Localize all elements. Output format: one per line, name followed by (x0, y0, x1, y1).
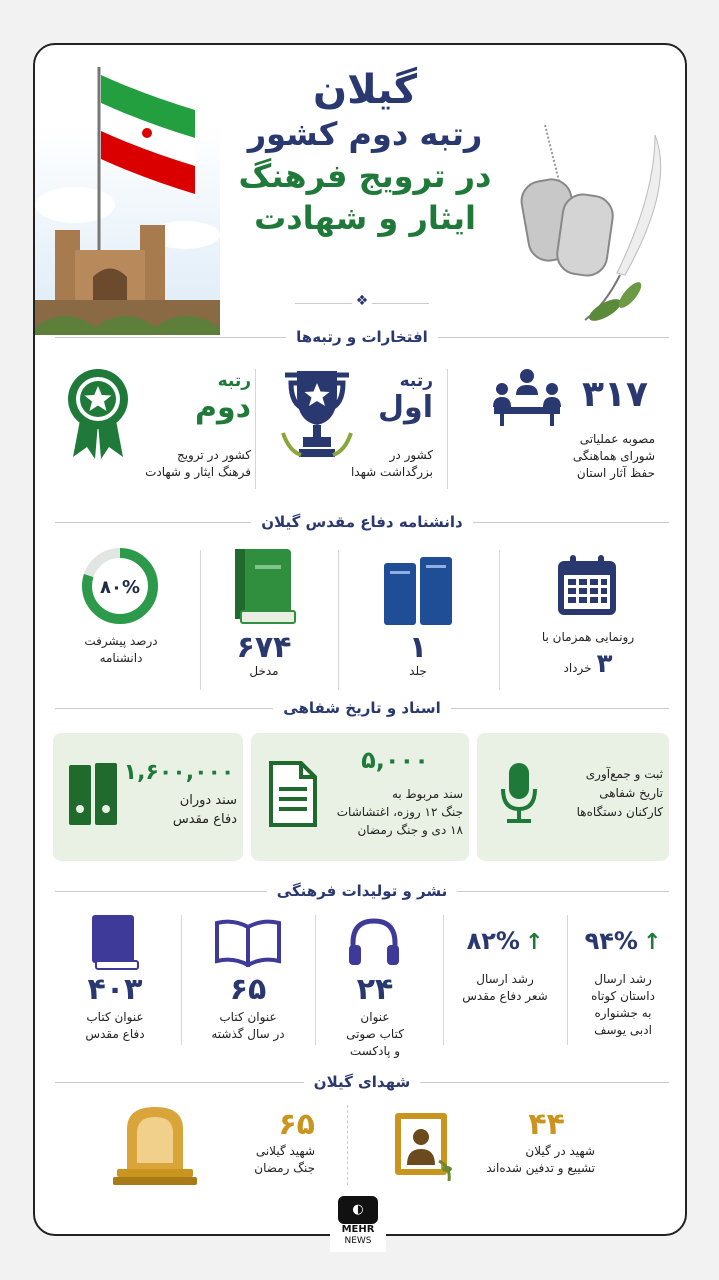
war-docs-desc (321, 785, 463, 839)
archive-binders-icon (67, 761, 121, 827)
title-line-4: ایثار و شهادت (254, 199, 476, 237)
oral-history-desc-3: کارکنان دستگاه‌ها (576, 805, 663, 819)
honor-second-desc (95, 447, 251, 481)
audio-desc-1: عنوان (360, 1010, 390, 1024)
divider (315, 915, 316, 1045)
divider (200, 550, 201, 690)
honor-second (125, 371, 251, 425)
books-war-desc-2: دفاع مقدس (85, 1027, 145, 1041)
unveil-day: ۳ (596, 649, 613, 679)
archive-value: ۱,۶۰۰,۰۰۰ (123, 760, 235, 785)
resolutions-value: ۳۱۷ (582, 374, 648, 415)
unveil-desc: رونمایی همزمان با (541, 630, 635, 644)
document-icon (267, 761, 319, 827)
divider (181, 915, 182, 1045)
mehr-logo (330, 1196, 386, 1252)
story-value: ۹۴% (584, 927, 638, 955)
divider (255, 369, 256, 489)
books-year-desc-2: در سال گذشته (211, 1027, 285, 1041)
audio-desc-3: و پادکست (349, 1044, 401, 1058)
progress-value: ۸۰% (99, 577, 141, 598)
tombstone-icon (113, 1103, 197, 1185)
oral-history-desc (543, 765, 663, 822)
archive-desc-1: سند دوران (179, 793, 237, 808)
binders-icon (380, 553, 456, 627)
progress-ring (79, 545, 161, 627)
poetry-value: ۸۲% (466, 927, 520, 955)
story-growth (575, 927, 671, 955)
up-arrow-icon: ↑ (643, 930, 662, 955)
meeting-table-icon (490, 367, 564, 427)
buried-desc (455, 1143, 595, 1177)
buried-desc-1: شهید در گیلان (525, 1144, 595, 1158)
calendar-icon (556, 553, 618, 617)
section-honors-title: افتخارات و رتبه‌ها (286, 328, 438, 346)
section-publications-header (55, 880, 669, 902)
audio-desc-2: کتاب صوتی (346, 1027, 404, 1041)
volumes-value: ۱ (408, 630, 428, 665)
section-martyrs-title: شهدای گیلان (304, 1073, 420, 1091)
resolutions-desc (505, 431, 655, 482)
entries-value: ۶۷۴ (236, 630, 292, 665)
books-year-desc (190, 1009, 306, 1043)
ramadan-desc-1: شهید گیلانی (255, 1144, 315, 1158)
purple-book-icon (88, 913, 142, 971)
oral-history-desc-2: تاریخ شفاهی (599, 786, 663, 800)
books-war-desc-1: عنوان کتاب (86, 1010, 144, 1024)
progress-desc (59, 633, 183, 667)
main-title (185, 67, 545, 239)
books-year-desc-1: عنوان کتاب (219, 1010, 277, 1024)
story-desc (575, 971, 671, 1039)
divider (347, 1105, 348, 1185)
ramadan-value: ۶۵ (278, 1107, 315, 1142)
resolutions-desc-3: حفظ آثار استان (576, 466, 655, 480)
ramadan-desc-2: جنگ رمضان (254, 1161, 315, 1175)
archive-desc (121, 791, 237, 829)
mehr-logo-brand: MEHR (341, 1224, 375, 1235)
story-desc-2: داستان کوتاه (591, 989, 655, 1003)
microphone-icon (497, 761, 541, 827)
divider (338, 550, 339, 690)
honor-first-desc-2: بزرگداشت شهدا (351, 465, 433, 479)
books-war-desc (57, 1009, 173, 1043)
resolutions-desc-1: مصوبه عملیاتی (579, 432, 655, 446)
oral-history-desc-1: ثبت و جمع‌آوری (585, 767, 663, 781)
ornament-icon: ❖ (352, 293, 372, 309)
buried-value: ۴۴ (528, 1107, 565, 1142)
rosette-icon (67, 367, 129, 459)
divider (499, 550, 500, 690)
open-book-icon (213, 917, 283, 967)
title-line-1: گیلان (312, 67, 418, 113)
buried-desc-2: تشییع و تدفین شده‌اند (486, 1161, 595, 1175)
audio-desc (317, 1009, 433, 1060)
ramadan-desc (195, 1143, 315, 1177)
progress-desc-2: دانشنامه (99, 651, 143, 665)
poetry-desc-1: رشد ارسال (476, 972, 534, 986)
progress-desc-1: درصد پیشرفت (84, 634, 158, 648)
title-line-2: رتبه دوم کشور (247, 115, 483, 153)
section-honors-header (55, 326, 669, 348)
honor-first (365, 371, 433, 425)
infographic-card (33, 43, 687, 1236)
books-war-value: ۴۰۳ (87, 972, 143, 1007)
honor-first-desc (335, 447, 433, 481)
mehr-logo-sub: NEWS (344, 1236, 372, 1246)
war-docs-desc-3: ۱۸ دی و جنگ رمضان (357, 823, 463, 837)
honor-second-desc-2: فرهنگ ایثار و شهادت (145, 465, 251, 479)
unveil-date (513, 649, 663, 679)
honor-second-desc-1: کشور در ترویج (176, 448, 251, 462)
honor-first-desc-1: کشور در (389, 448, 433, 462)
war-docs-desc-2: جنگ ۱۲ روزه، اغتشاشات (336, 805, 463, 819)
title-line-3: در ترویج فرهنگ (238, 157, 492, 195)
books-year-value: ۶۵ (229, 972, 267, 1007)
divider (443, 915, 444, 1045)
war-docs-value: ۵,۰۰۰ (361, 746, 429, 774)
mehr-logo-mark: ◐ (338, 1196, 378, 1224)
section-encyclopedia-header (55, 511, 669, 533)
story-desc-4: ادبی یوسف (594, 1023, 652, 1037)
resolutions-desc-2: شورای هماهنگی (572, 449, 655, 463)
unveil-month: خرداد (563, 661, 592, 675)
poetry-growth (455, 927, 555, 955)
war-docs-desc-1: سند مربوط به (391, 787, 463, 801)
volumes-desc: جلد (409, 664, 427, 678)
poetry-desc (445, 971, 565, 1005)
section-encyclopedia-title: دانشنامه دفاع مقدس گیلان (251, 513, 472, 531)
story-desc-3: به جشنواره (594, 1006, 652, 1020)
entries-desc: مدخل (249, 664, 279, 678)
section-martyrs-header (55, 1071, 669, 1093)
section-documents-header (55, 697, 669, 719)
honor-first-value: اول (378, 390, 433, 425)
green-book-icon (231, 547, 297, 627)
divider (567, 915, 568, 1045)
honor-second-label: رتبه (217, 371, 251, 391)
story-desc-1: رشد ارسال (594, 972, 652, 986)
up-arrow-icon: ↑ (525, 930, 544, 955)
divider (447, 369, 448, 489)
audio-value: ۲۴ (356, 972, 394, 1007)
section-documents-title: اسناد و تاریخ شفاهی (273, 699, 450, 717)
honor-first-label: رتبه (399, 371, 433, 391)
portrait-frame-icon (391, 1111, 455, 1183)
section-publications-title: نشر و تولیدات فرهنگی (267, 882, 457, 900)
headphones-icon (347, 917, 401, 969)
poetry-desc-2: شعر دفاع مقدس (462, 989, 548, 1003)
honor-second-value: دوم (194, 390, 251, 425)
archive-desc-2: دفاع مقدس (172, 812, 237, 827)
